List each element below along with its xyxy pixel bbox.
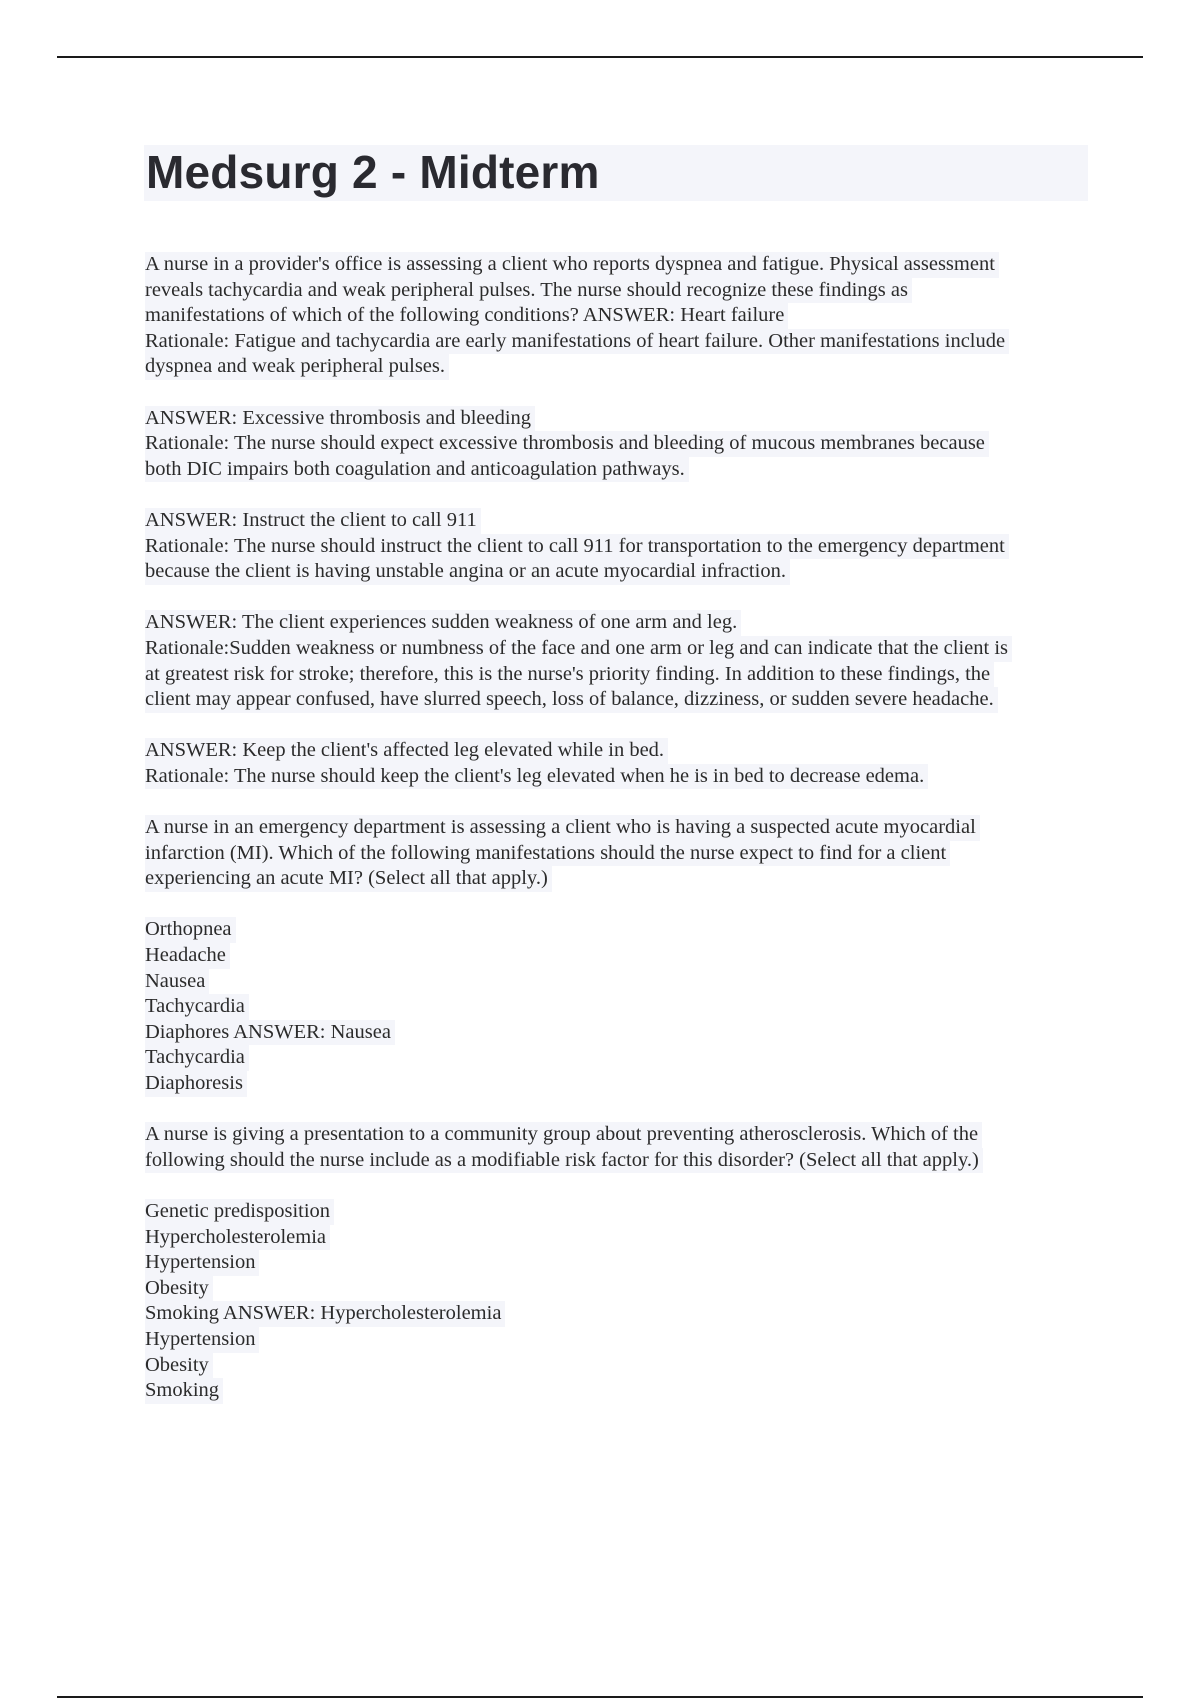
text-line — [145, 815, 1085, 841]
text-line — [145, 917, 1085, 943]
text-block — [145, 406, 1085, 483]
text-block — [145, 1199, 1085, 1404]
text-block — [145, 508, 1085, 585]
text-line — [145, 1353, 1085, 1379]
text-line — [145, 1071, 1085, 1097]
line-text: client may appear confused, have slurred speech, loss of balance, dizziness, or sudden severe headache. — [145, 687, 998, 713]
line-text: Obesity — [145, 1353, 213, 1379]
text-line — [145, 841, 1085, 867]
line-text: Rationale: Fatigue and tachycardia are early manifestations of heart failure. Other manifestations include — [145, 329, 1009, 355]
text-block — [145, 917, 1085, 1096]
line-text: Smoking — [145, 1378, 223, 1404]
line-text: Headache — [145, 943, 230, 969]
line-text: Rationale: The nurse should expect excessive thrombosis and bleeding of mucous membranes because — [145, 431, 989, 457]
text-line — [145, 406, 1085, 432]
line-text: Rationale: The nurse should instruct the client to call 911 for transportation to the emergency department — [145, 534, 1009, 560]
text-line — [145, 354, 1085, 380]
text-line — [145, 764, 1085, 790]
text-line — [145, 303, 1085, 329]
text-line — [145, 636, 1085, 662]
text-line — [145, 687, 1085, 713]
line-text: A nurse in a provider's office is assessing a client who reports dyspnea and fatigue. Physical assessment — [145, 252, 999, 278]
line-text: ANSWER: Excessive thrombosis and bleeding — [145, 406, 535, 432]
text-line — [145, 1276, 1085, 1302]
text-line — [145, 969, 1085, 995]
line-text: ANSWER: Keep the client's affected leg elevated while in bed. — [145, 738, 668, 764]
text-line — [145, 457, 1085, 483]
line-text: Obesity — [145, 1276, 213, 1302]
bottom-rule — [57, 1696, 1143, 1698]
text-line — [145, 1122, 1085, 1148]
line-text: Rationale: The nurse should keep the client's leg elevated when he is in bed to decrease edema. — [145, 764, 928, 790]
text-line — [145, 508, 1085, 534]
text-line — [145, 559, 1085, 585]
line-text: Hypertension — [145, 1327, 259, 1353]
line-text: following should the nurse include as a modifiable risk factor for this disorder? (Select all that apply.) — [145, 1148, 983, 1174]
line-text: at greatest risk for stroke; therefore, this is the nurse's priority finding. In addition to these findings, the — [145, 662, 994, 688]
line-text: dyspnea and weak peripheral pulses. — [145, 354, 449, 380]
line-text: A nurse in an emergency department is assessing a client who is having a suspected acute myocardial — [145, 815, 980, 841]
line-text: because the client is having unstable angina or an acute myocardial infraction. — [145, 559, 790, 585]
line-text: infarction (MI). Which of the following manifestations should the nurse expect to find for a client — [145, 841, 950, 867]
text-line — [145, 329, 1085, 355]
text-line — [145, 252, 1085, 278]
text-block — [145, 1122, 1085, 1173]
text-line — [145, 1250, 1085, 1276]
line-text: experiencing an acute MI? (Select all that apply.) — [145, 866, 552, 892]
text-line — [145, 1225, 1085, 1251]
line-text: Diaphoresis — [145, 1071, 247, 1097]
line-text: ANSWER: Instruct the client to call 911 — [145, 508, 481, 534]
line-text: Nausea — [145, 969, 209, 995]
line-text: Hypertension — [145, 1250, 259, 1276]
line-text: Genetic predisposition — [145, 1199, 334, 1225]
text-line — [145, 1378, 1085, 1404]
text-line — [145, 994, 1085, 1020]
text-line — [145, 1199, 1085, 1225]
text-line — [145, 662, 1085, 688]
document-body — [145, 252, 1085, 1429]
text-block — [145, 610, 1085, 712]
text-line — [145, 738, 1085, 764]
line-text: both DIC impairs both coagulation and anticoagulation pathways. — [145, 457, 689, 483]
text-line — [145, 610, 1085, 636]
top-rule — [57, 56, 1143, 58]
text-line — [145, 431, 1085, 457]
text-line — [145, 1301, 1085, 1327]
line-text: Orthopnea — [145, 917, 236, 943]
line-text: ANSWER: The client experiences sudden weakness of one arm and leg. — [145, 610, 741, 636]
text-line — [145, 1020, 1085, 1046]
line-text: Smoking ANSWER: Hypercholesterolemia — [145, 1301, 505, 1327]
line-text: manifestations of which of the following conditions? ANSWER: Heart failure — [145, 303, 788, 329]
line-text: Rationale:Sudden weakness or numbness of the face and one arm or leg and can indicate that the client is — [145, 636, 1012, 662]
text-block — [145, 738, 1085, 789]
text-block — [145, 815, 1085, 892]
line-text: Tachycardia — [145, 1045, 249, 1071]
text-block — [145, 252, 1085, 380]
page-title: Medsurg 2 - Midterm — [146, 146, 600, 198]
line-text: Tachycardia — [145, 994, 249, 1020]
text-line — [145, 866, 1085, 892]
line-text: A nurse is giving a presentation to a community group about preventing atherosclerosis. Which of the — [145, 1122, 982, 1148]
text-line — [145, 1148, 1085, 1174]
line-text: Diaphores ANSWER: Nausea — [145, 1020, 395, 1046]
text-line — [145, 534, 1085, 560]
text-line — [145, 1327, 1085, 1353]
line-text: Hypercholesterolemia — [145, 1225, 330, 1251]
text-line — [145, 943, 1085, 969]
text-line — [145, 278, 1085, 304]
text-line — [145, 1045, 1085, 1071]
line-text: reveals tachycardia and weak peripheral pulses. The nurse should recognize these findings as — [145, 278, 912, 304]
